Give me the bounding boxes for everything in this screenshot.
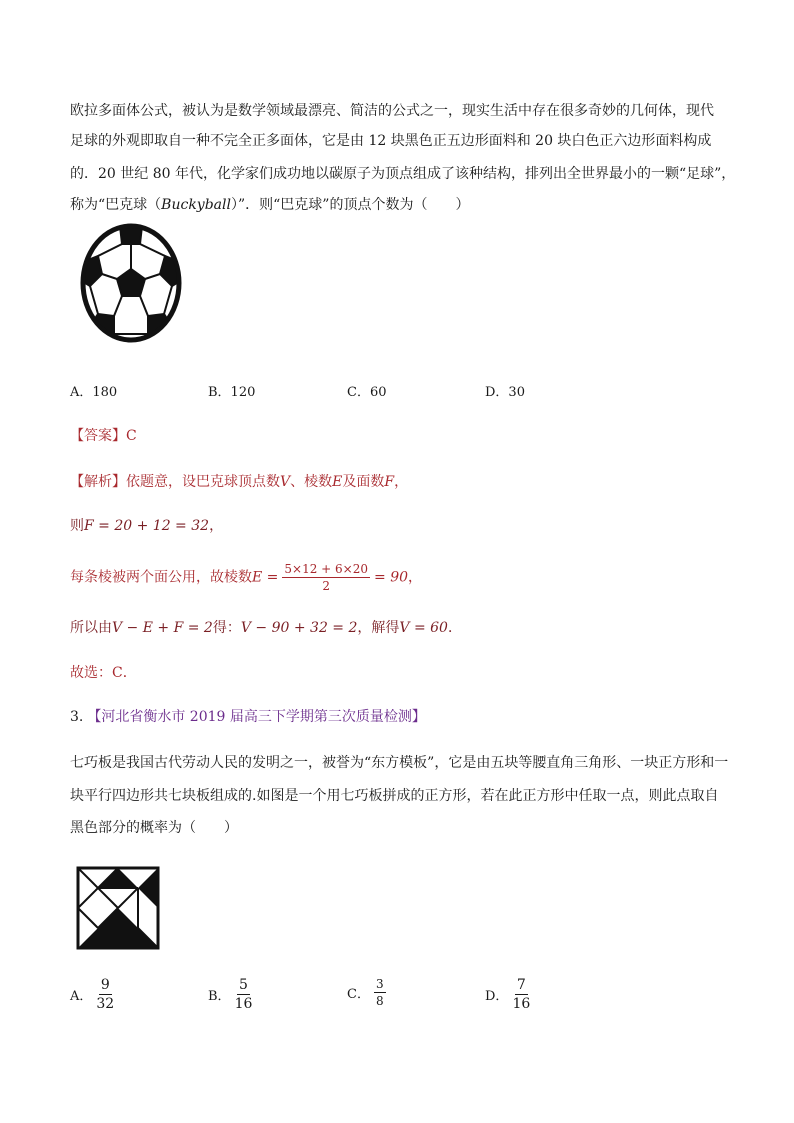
- question-text-line: 黑色部分的概率为（ ）: [70, 820, 238, 836]
- analysis-label: 【解析】: [70, 474, 126, 490]
- answer-line: [70, 426, 137, 446]
- question-text-line: 足球的外观即取自一种不完全正多面体，它是由 12 块黑色正五边形面料和 20 块白色正六边形面料构成: [70, 133, 712, 149]
- fraction-numerator: 9: [100, 977, 110, 993]
- option-d[interactable]: D．30: [485, 385, 525, 400]
- fraction-numerator: 3: [375, 977, 384, 991]
- fraction: [282, 561, 370, 594]
- math-equation: F = 20 + 12 = 32: [84, 518, 210, 534]
- soccer-ball-figure: [80, 222, 182, 344]
- fraction-denominator: 8: [375, 994, 384, 1008]
- question-text-line: 块平行四边形共七块板组成的.如图是一个用七巧板拼成的正方形，若在此正方形中任取一点，则此点取自: [70, 788, 719, 804]
- option-label: B．: [208, 989, 231, 1004]
- question-3-header: [70, 707, 426, 727]
- option-a[interactable]: [70, 976, 118, 1013]
- math-equation: = 90: [374, 569, 409, 586]
- analysis-fragment: ，: [209, 518, 224, 534]
- question-number: 3.: [70, 709, 84, 725]
- fraction: [512, 976, 530, 1013]
- analysis-line-4: [70, 618, 462, 638]
- analysis-fragment: 得：: [212, 620, 241, 636]
- fraction-numerator: 5: [239, 977, 248, 993]
- option-label: D．: [485, 989, 509, 1004]
- question-text-fragment: 称为“巴克球（: [70, 197, 162, 213]
- fraction-denominator: 2: [322, 579, 331, 593]
- fraction-numerator: 7: [516, 977, 526, 993]
- analysis-fragment: ，: [408, 569, 423, 586]
- option-c[interactable]: C．60: [347, 385, 387, 400]
- question-text-line: 七巧板是我国古代劳动人民的发明之一，被誉为“东方模板”，它是由五块等腰直角三角形、一块正方形和一: [70, 755, 729, 771]
- math-equation: E =: [252, 569, 279, 586]
- question-source: 【河北省衡水市 2019 届高三下学期第三次质量检测】: [87, 709, 426, 725]
- analysis-fragment: 及面数: [342, 474, 385, 490]
- analysis-conclusion: 故选：C．: [70, 665, 137, 681]
- math-equation: V − E + F = 2: [112, 620, 213, 636]
- question-text-line: 欧拉多面体公式，被认为是数学领域最漂亮、简洁的公式之一，现实生活中存在很多奇妙的几何体，现代: [70, 103, 714, 119]
- analysis-fragment: ．: [447, 620, 462, 636]
- analysis-fragment: 则: [70, 518, 84, 534]
- math-equation: V − 90 + 32 = 2: [240, 620, 358, 636]
- fraction: [374, 976, 386, 1009]
- answer-value: C: [126, 428, 137, 444]
- question-text-line: 的．20 世纪 80 年代，化学家们成功地以碳原子为顶点组成了该种结构，排列出全世界最小的一颗“足球”，: [70, 166, 736, 182]
- analysis-fragment: 每条棱被两个面公用，故棱数: [70, 569, 252, 586]
- question-text-line: [70, 195, 469, 215]
- analysis-fragment: 、棱数: [290, 474, 333, 490]
- option-label: A．: [70, 989, 93, 1004]
- math-f: F: [384, 474, 395, 490]
- fraction-denominator: 16: [512, 996, 531, 1012]
- analysis-line-1: [70, 472, 408, 492]
- analysis-fragment: ，: [394, 474, 409, 490]
- option-c[interactable]: [347, 976, 390, 1009]
- option-label: C．: [347, 987, 370, 1002]
- option-d[interactable]: [485, 976, 534, 1013]
- analysis-fragment: ，解得: [357, 620, 400, 636]
- analysis-fragment: 依题意，设巴克球顶点数: [126, 474, 280, 490]
- analysis-line-3: [70, 561, 422, 594]
- fraction-denominator: 32: [96, 996, 115, 1012]
- tangram-figure: [76, 866, 160, 950]
- buckyball-term: Buckyball: [161, 197, 231, 213]
- question-text-fragment: ）”．则“巴克球”的顶点个数为（ ）: [230, 197, 470, 213]
- fraction: [96, 976, 114, 1013]
- option-a[interactable]: A．180: [70, 385, 118, 400]
- fraction-denominator: 16: [234, 996, 253, 1012]
- analysis-fragment: 所以由: [70, 620, 112, 636]
- answer-label: 【答案】: [70, 428, 126, 444]
- option-b[interactable]: [208, 976, 256, 1013]
- fraction-numerator: 5×12 + 6×20: [284, 562, 369, 576]
- math-equation: V = 60: [399, 620, 448, 636]
- fraction: [235, 976, 253, 1013]
- math-v: V: [280, 474, 291, 490]
- option-b[interactable]: B．120: [208, 385, 256, 400]
- analysis-line-2: [70, 516, 223, 536]
- math-e: E: [332, 474, 343, 490]
